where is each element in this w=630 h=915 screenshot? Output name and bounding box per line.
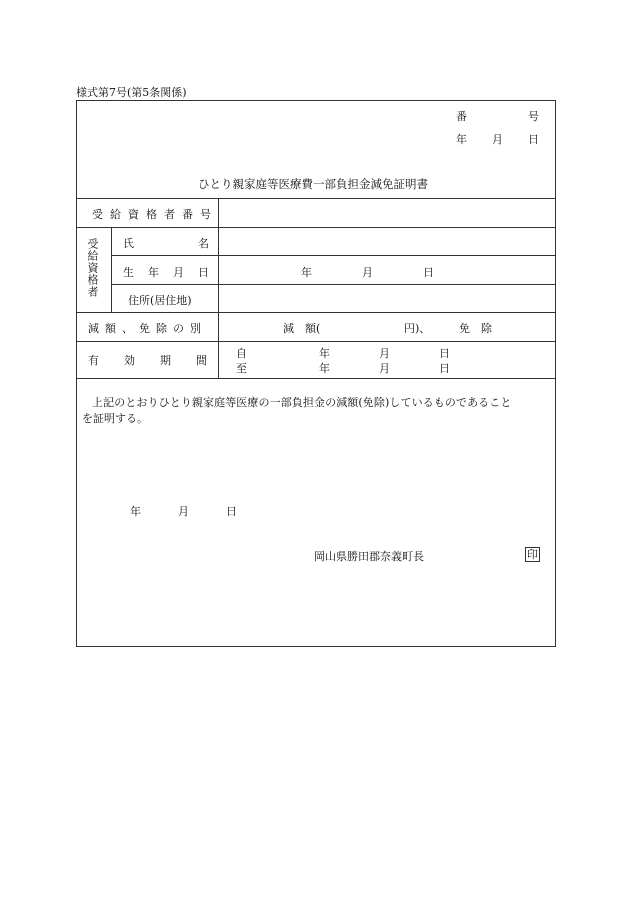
table-line — [111, 284, 556, 285]
validity-label-4: 間 — [196, 354, 207, 367]
certification-text-line-2: を証明する。 — [82, 412, 148, 425]
type-label: 減額、免除の別 — [88, 322, 207, 335]
table-line — [76, 341, 556, 342]
validity-to-month: 月 — [379, 362, 390, 375]
validity-from-year: 年 — [319, 347, 330, 360]
sign-month: 月 — [178, 505, 189, 518]
table-line — [218, 198, 219, 378]
dob-label-4: 日 — [198, 266, 209, 279]
table-line — [76, 312, 556, 313]
type-reduction: 減 額( — [283, 322, 321, 335]
dob-label-2: 年 — [148, 266, 159, 279]
name-label-1: 氏 — [123, 237, 134, 250]
recipient-group-label: 受給資格者 — [86, 238, 99, 298]
validity-to-year: 年 — [319, 362, 330, 375]
validity-to-day: 日 — [439, 362, 450, 375]
validity-label-2: 効 — [124, 354, 135, 367]
seal-mark: 印 — [527, 548, 538, 561]
dob-label-1: 生 — [123, 266, 134, 279]
dob-label-3: 月 — [173, 266, 184, 279]
name-label-2: 名 — [198, 237, 209, 250]
type-exemption: 免 除 — [459, 322, 492, 335]
recipient-number-label: 受給資格者番号 — [92, 208, 218, 221]
number-label-1: 番 — [456, 110, 467, 123]
table-line — [111, 255, 556, 256]
validity-from-day: 日 — [439, 347, 450, 360]
header-year: 年 — [456, 133, 467, 146]
address-label: 住所(居住地) — [128, 294, 192, 307]
certification-text-line-1: 上記のとおりひとり親家庭等医療の一部負担金の減額(免除)しているものであること — [92, 396, 512, 409]
table-line — [76, 198, 556, 199]
validity-to: 至 — [236, 362, 247, 375]
validity-label-3: 期 — [160, 354, 171, 367]
sign-day: 日 — [226, 505, 237, 518]
sign-year: 年 — [130, 505, 141, 518]
table-line — [76, 378, 556, 379]
validity-from-month: 月 — [379, 347, 390, 360]
table-line — [111, 227, 112, 312]
validity-from: 自 — [236, 347, 247, 360]
type-yen: 円)、 — [404, 322, 431, 335]
issuer-name: 岡山県勝田郡奈義町長 — [314, 550, 424, 563]
form-label: 様式第7号(第5条関係) — [76, 86, 187, 99]
validity-label-1: 有 — [88, 354, 99, 367]
dob-year: 年 — [301, 266, 312, 279]
document-title: ひとり親家庭等医療費一部負担金減免証明書 — [198, 177, 428, 191]
header-month: 月 — [492, 133, 503, 146]
header-day: 日 — [528, 133, 539, 146]
table-line — [76, 227, 556, 228]
dob-day: 日 — [423, 266, 434, 279]
number-label-2: 号 — [528, 110, 539, 123]
dob-month: 月 — [362, 266, 373, 279]
